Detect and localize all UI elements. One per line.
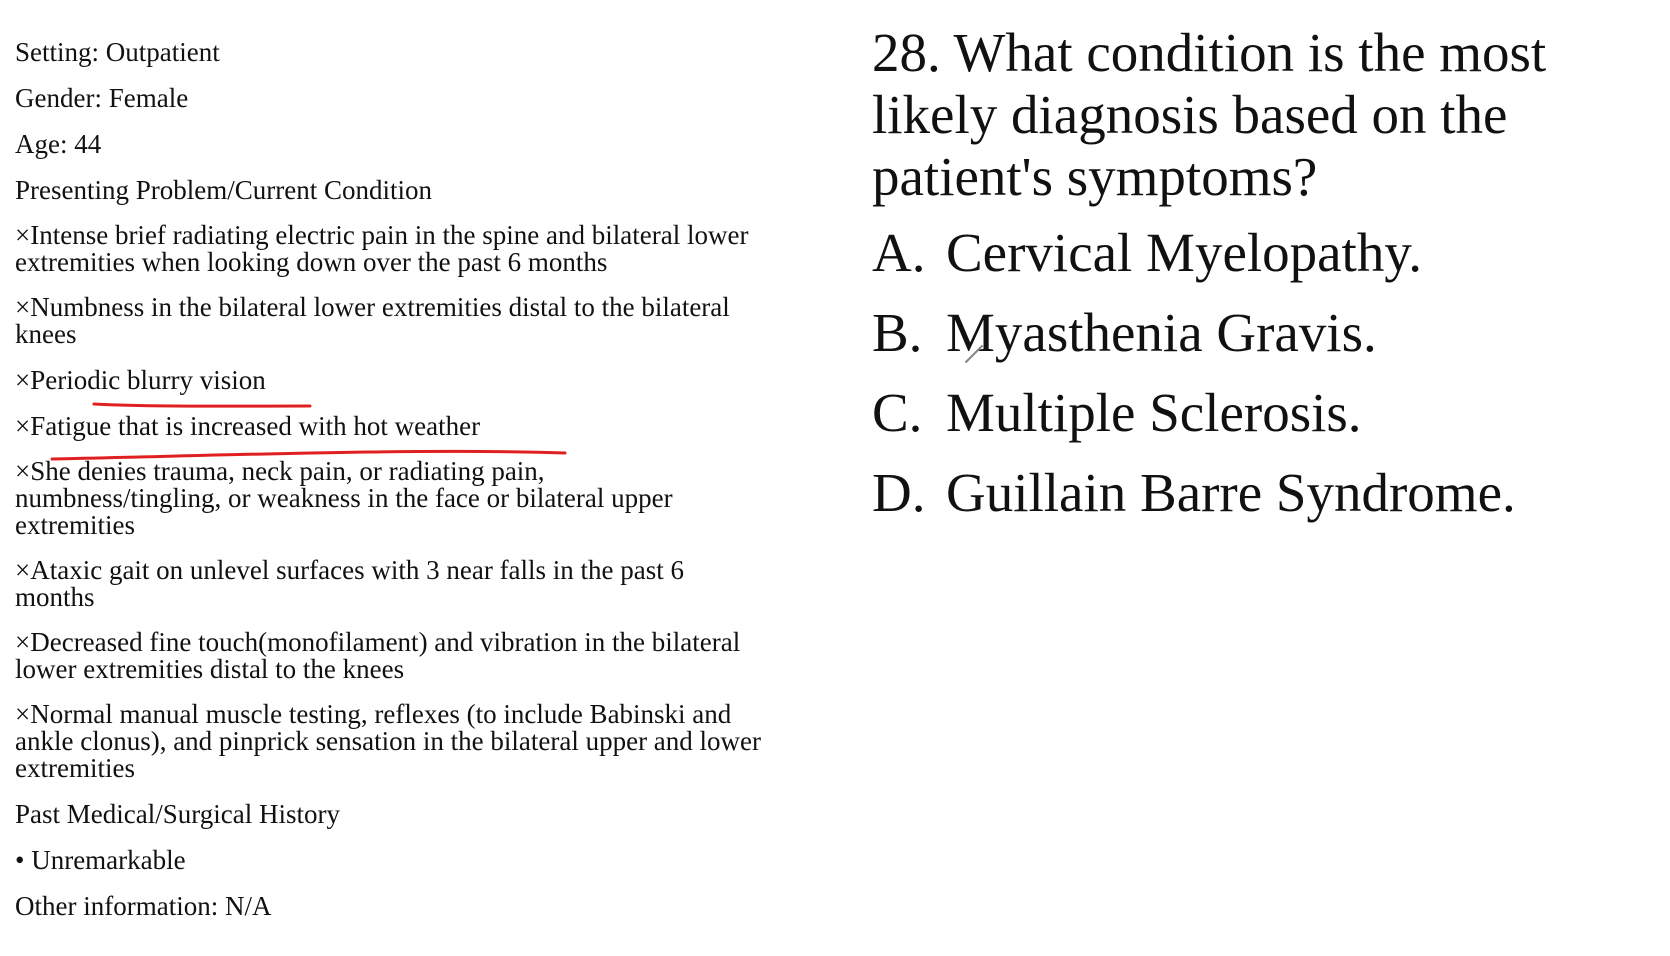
option-letter: B. — [872, 302, 923, 363]
symptom-item: ×Numbness in the bilateral lower extremities distal to the bilateral knees — [15, 292, 730, 349]
medical-history-heading: Past Medical/Surgical History — [15, 799, 340, 829]
symptom-item: ×Decreased fine touch(monofilament) and vibration in the bilateral lower extremities distal to the knees — [15, 627, 741, 684]
option-text: Guillain Barre Syndrome. — [946, 462, 1516, 523]
option-letter: C. — [872, 382, 923, 443]
symptom-item: ×She denies trauma, neck pain, or radiating pain, numbness/tingling, or weakness in the face or bilateral upper extremities — [15, 456, 673, 540]
question-panel — [872, 22, 1652, 542]
option-text: Cervical Myelopathy. — [946, 222, 1423, 283]
option-letter: D. — [872, 462, 926, 523]
symptom-item: ×Ataxic gait on unlevel surfaces with 3 near falls in the past 6 months — [15, 555, 685, 612]
answer-option-b[interactable] — [872, 302, 1652, 364]
setting-text: Setting: Outpatient — [15, 37, 220, 67]
question-text: 28. What condition is the most likely diagnosis based on the patient's symptoms? — [872, 22, 1547, 207]
symptom-item-highlighted: ×Fatigue that is increased with hot weather — [15, 411, 481, 441]
gender-text: Gender: Female — [15, 83, 189, 113]
answer-option-d[interactable] — [872, 462, 1652, 524]
symptom-item-highlighted: ×Periodic blurry vision — [15, 365, 266, 395]
age-text: Age: 44 — [15, 129, 102, 159]
option-letter: A. — [872, 222, 926, 283]
history-item: • Unremarkable — [15, 845, 186, 875]
symptom-item: ×Intense brief radiating electric pain in the spine and bilateral lower extremities when looking down over the past 6 months — [15, 220, 749, 277]
answer-option-c[interactable] — [872, 382, 1652, 444]
answer-option-a[interactable] — [872, 222, 1652, 284]
option-text: Multiple Sclerosis. — [946, 382, 1362, 443]
symptom-item: ×Normal manual muscle testing, reflexes (to include Babinski and ankle clonus), and pinprick sensation in the bilateral upper and lower extremities — [15, 699, 762, 783]
case-details-panel — [15, 38, 815, 938]
other-information-text: Other information: N/A — [15, 891, 272, 921]
option-text: Myasthenia Gravis. — [946, 302, 1377, 363]
presenting-problem-heading: Presenting Problem/Current Condition — [15, 175, 432, 205]
